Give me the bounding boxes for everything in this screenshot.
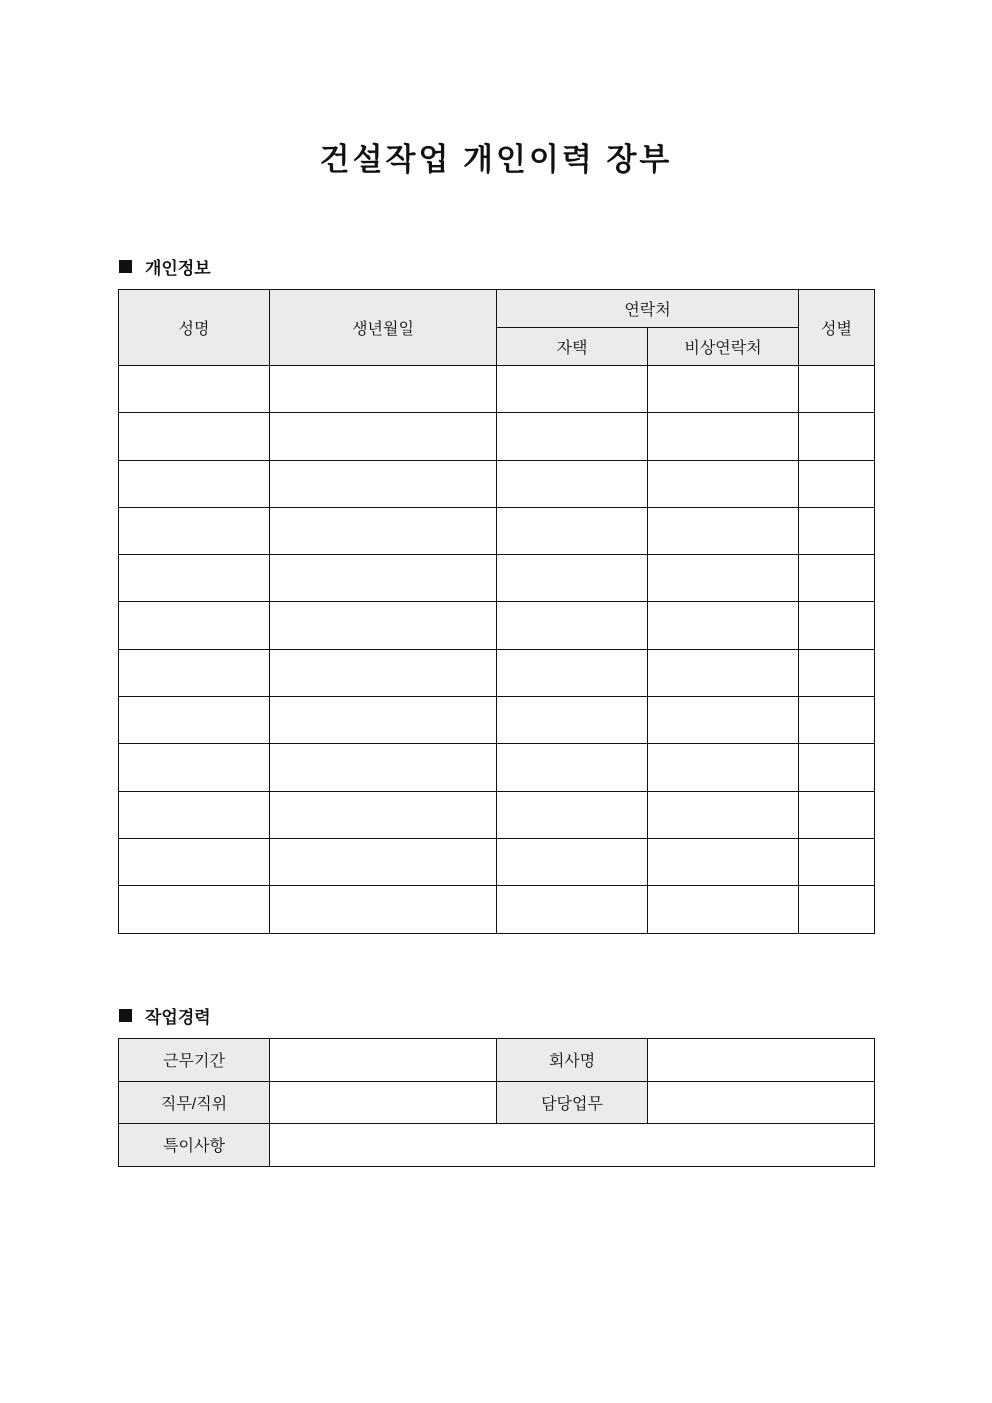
- work-history-table: [118, 1038, 875, 1167]
- cell-name[interactable]: [119, 697, 270, 744]
- section-heading: 작업경력: [145, 1008, 211, 1027]
- cell-name[interactable]: [119, 649, 270, 696]
- section-personal-info: [119, 254, 211, 279]
- square-bullet-icon: [119, 1009, 132, 1022]
- cell-birth[interactable]: [270, 838, 497, 885]
- header-birth: 생년월일: [270, 290, 497, 366]
- cell-name[interactable]: [119, 507, 270, 554]
- cell-birth[interactable]: [270, 697, 497, 744]
- cell-birth[interactable]: [270, 886, 497, 933]
- input-period[interactable]: [270, 1039, 497, 1082]
- cell-gender[interactable]: [799, 460, 875, 507]
- cell-birth[interactable]: [270, 649, 497, 696]
- document-title: 건설작업 개인이력 장부: [319, 142, 673, 177]
- table-row: [119, 791, 875, 838]
- label-notes: 특이사항: [119, 1124, 270, 1167]
- cell-gender[interactable]: [799, 649, 875, 696]
- table-row: [119, 602, 875, 649]
- cell-name[interactable]: [119, 366, 270, 413]
- table-row: [119, 838, 875, 885]
- cell-home[interactable]: [497, 838, 648, 885]
- table-row: [119, 697, 875, 744]
- cell-emergency[interactable]: [648, 460, 799, 507]
- cell-birth[interactable]: [270, 555, 497, 602]
- cell-gender[interactable]: [799, 366, 875, 413]
- cell-birth[interactable]: [270, 366, 497, 413]
- header-gender: 성별: [799, 290, 875, 366]
- input-notes[interactable]: [270, 1124, 875, 1167]
- cell-home[interactable]: [497, 791, 648, 838]
- table-row: [119, 413, 875, 460]
- header-emergency: 비상연락처: [648, 328, 799, 366]
- cell-emergency[interactable]: [648, 697, 799, 744]
- cell-name[interactable]: [119, 460, 270, 507]
- cell-home[interactable]: [497, 413, 648, 460]
- cell-name[interactable]: [119, 602, 270, 649]
- cell-home[interactable]: [497, 555, 648, 602]
- cell-home[interactable]: [497, 507, 648, 554]
- cell-emergency[interactable]: [648, 744, 799, 791]
- cell-home[interactable]: [497, 744, 648, 791]
- square-bullet-icon: [119, 260, 132, 273]
- header-home: 자택: [497, 328, 648, 366]
- cell-gender[interactable]: [799, 744, 875, 791]
- table-row: [119, 744, 875, 791]
- label-period: 근무기간: [119, 1039, 270, 1082]
- label-duty: 직무/직위: [119, 1081, 270, 1124]
- header-contact: 연락처: [497, 290, 799, 328]
- cell-home[interactable]: [497, 697, 648, 744]
- cell-home[interactable]: [497, 649, 648, 696]
- table-row: [119, 555, 875, 602]
- table-row: [119, 507, 875, 554]
- table-row: [119, 649, 875, 696]
- cell-name[interactable]: [119, 886, 270, 933]
- table-row: [119, 460, 875, 507]
- cell-gender[interactable]: [799, 697, 875, 744]
- section-work-history: [119, 1003, 211, 1028]
- cell-name[interactable]: [119, 838, 270, 885]
- input-task[interactable]: [648, 1081, 875, 1124]
- cell-name[interactable]: [119, 791, 270, 838]
- cell-home[interactable]: [497, 602, 648, 649]
- cell-birth[interactable]: [270, 791, 497, 838]
- cell-gender[interactable]: [799, 507, 875, 554]
- cell-emergency[interactable]: [648, 649, 799, 696]
- cell-emergency[interactable]: [648, 366, 799, 413]
- cell-gender[interactable]: [799, 886, 875, 933]
- cell-emergency[interactable]: [648, 838, 799, 885]
- cell-gender[interactable]: [799, 838, 875, 885]
- cell-name[interactable]: [119, 555, 270, 602]
- cell-gender[interactable]: [799, 413, 875, 460]
- cell-birth[interactable]: [270, 602, 497, 649]
- cell-birth[interactable]: [270, 413, 497, 460]
- cell-emergency[interactable]: [648, 555, 799, 602]
- cell-home[interactable]: [497, 886, 648, 933]
- cell-emergency[interactable]: [648, 791, 799, 838]
- cell-birth[interactable]: [270, 744, 497, 791]
- personal-info-table: [118, 289, 875, 934]
- input-duty[interactable]: [270, 1081, 497, 1124]
- cell-emergency[interactable]: [648, 507, 799, 554]
- header-name: 성명: [119, 290, 270, 366]
- cell-emergency[interactable]: [648, 413, 799, 460]
- input-company[interactable]: [648, 1039, 875, 1082]
- cell-emergency[interactable]: [648, 602, 799, 649]
- cell-birth[interactable]: [270, 460, 497, 507]
- cell-gender[interactable]: [799, 555, 875, 602]
- cell-birth[interactable]: [270, 507, 497, 554]
- label-task: 담당업무: [497, 1081, 648, 1124]
- cell-home[interactable]: [497, 366, 648, 413]
- cell-gender[interactable]: [799, 791, 875, 838]
- cell-name[interactable]: [119, 744, 270, 791]
- section-heading: 개인정보: [145, 259, 211, 278]
- cell-emergency[interactable]: [648, 886, 799, 933]
- cell-name[interactable]: [119, 413, 270, 460]
- cell-home[interactable]: [497, 460, 648, 507]
- table-row: [119, 886, 875, 933]
- table-row: [119, 366, 875, 413]
- label-company: 회사명: [497, 1039, 648, 1082]
- cell-gender[interactable]: [799, 602, 875, 649]
